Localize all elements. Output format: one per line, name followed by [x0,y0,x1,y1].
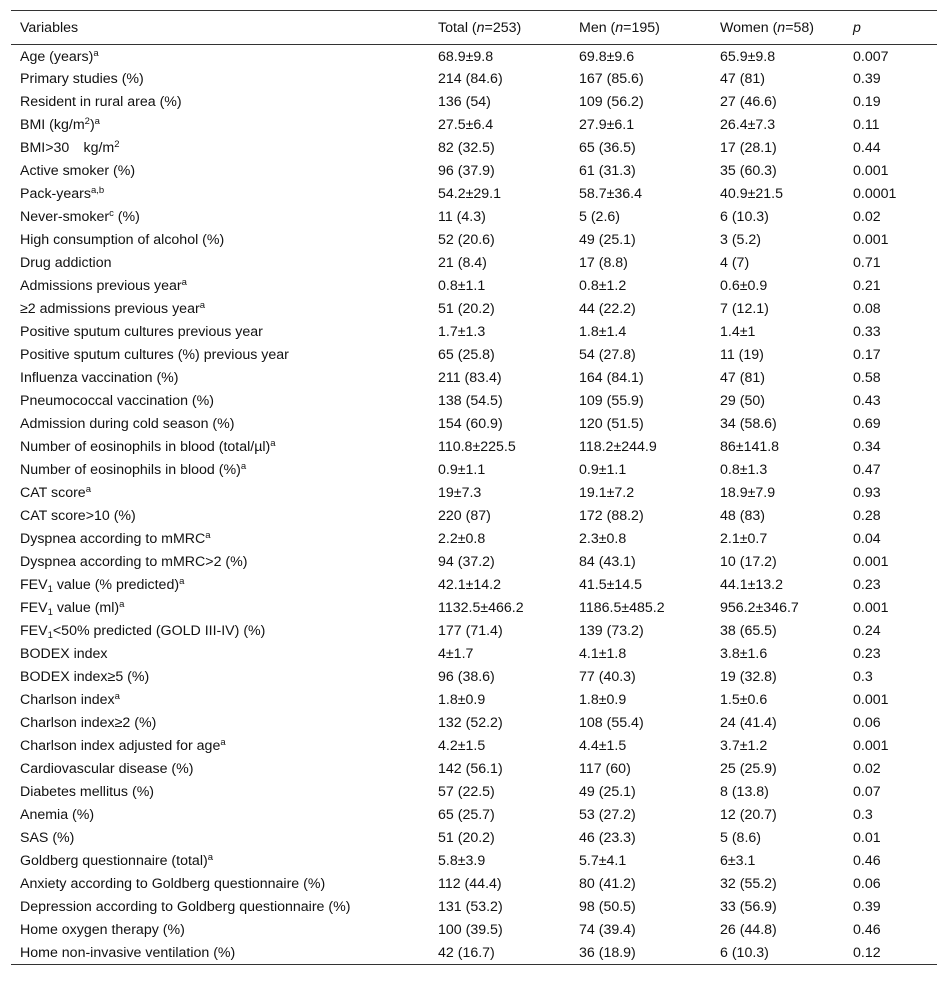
table-row [11,390,937,413]
total-value: 220 (87) [438,508,491,524]
variable-label: High consumption of alcohol (%) [20,232,225,248]
total-value: 96 (38.6) [438,669,495,685]
table-row [11,781,937,804]
women-value: 3 (5.2) [720,232,762,248]
p-value: 0.24 [853,623,881,639]
p-value: 0.01 [853,830,881,846]
total-value: 19±7.3 [438,485,482,501]
p-value: 0.47 [853,462,881,478]
p-value: 0.21 [853,278,881,294]
women-value: 47 (81) [720,71,765,87]
p-value: 0.04 [853,531,881,547]
variable-label: ≥2 admissions previous year$^a$ [20,300,205,317]
total-value: 1132.5±466.2 [438,600,524,616]
table-row [11,436,937,459]
p-value: 0.06 [853,715,881,731]
women-value: 17 (28.1) [720,140,777,156]
variable-label: Age (years)$^a$ [20,48,99,66]
men-value: 118.2±244.9 [579,439,657,455]
men-value: 54 (27.8) [579,347,636,363]
table-row [11,275,937,298]
variable-label: Drug addiction [20,255,112,271]
women-value: 86±141.8 [720,439,780,455]
variable-label: $FEV_1$ value (ml)$^a$ [20,599,125,618]
women-value: 19 (32.8) [720,669,777,685]
p-value: 0.71 [853,255,881,271]
men-value: 19.1±7.2 [579,485,635,501]
men-value: 172 (88.2) [579,508,644,524]
table-row [11,689,937,712]
women-value: 48 (83) [720,508,765,524]
men-value: 61 (31.3) [579,163,636,179]
women-value: 0.8±1.3 [720,462,768,478]
variable-label: Admissions previous year$^a$ [20,277,187,294]
women-value: 29 (50) [720,393,765,409]
men-value: 49 (25.1) [579,232,636,248]
women-value: 956.2±346.7 [720,600,799,616]
variable-label: Anemia (%) [20,807,95,823]
women-value: 7 (12.1) [720,301,769,317]
header-total: Total (n=253) [429,11,570,45]
p-value: 0.46 [853,853,881,869]
header-row [11,11,937,45]
women-value: 10 (17.2) [720,554,777,570]
variable-label: Never-smoker$^c$ (%) [20,208,140,225]
variable-label: Home non-invasive ventilation (%) [11,942,429,965]
total-value: 57 (22.5) [438,784,495,800]
table-row [11,68,937,91]
total-value: 42 (16.7) [429,942,570,965]
p-value: 0.02 [853,209,881,225]
variable-label: Admission during cold season (%) [20,416,235,432]
total-value: 94 (37.2) [438,554,495,570]
variable-label: $FEV_1$ value (% predicted)$^a$ [20,576,185,595]
women-value: 32 (55.2) [720,876,777,892]
women-value: 24 (41.4) [720,715,777,731]
p-value: 0.3 [853,807,873,823]
variable-label: BMI $(kg/m^2)^a$ [20,116,100,133]
table-row [11,183,937,206]
variable-label: Positive sputum cultures previous year [20,324,263,340]
table-row [11,735,937,758]
table-row [11,459,937,482]
variable-label: Dyspnea according to mMRC$^a$ [20,530,211,547]
p-value: 0.58 [853,370,881,386]
total-value: 110.8±225.5 [438,439,516,455]
table-row [11,505,937,528]
p-value: 0.12 [844,942,937,965]
men-value: 0.9±1.1 [579,462,627,478]
p-value: 0.001 [853,163,889,179]
men-value: 167 (85.6) [579,71,644,87]
men-value: 41.5±14.5 [579,577,643,593]
table-row [11,252,937,275]
p-value: 0.001 [853,738,889,754]
women-value: 4 (7) [720,255,750,271]
men-value: 4.1±1.8 [579,646,627,662]
total-value: 100 (39.5) [438,922,503,938]
p-value: 0.11 [853,117,880,133]
p-value: 0.69 [853,416,881,432]
variable-label: Charlson index$^a$ [20,691,120,708]
table-row [11,643,937,666]
p-value: 0.06 [853,876,881,892]
table-row [11,712,937,735]
p-value: 0.001 [853,554,889,570]
women-value: 0.6±0.9 [720,278,768,294]
total-value: 82 (32.5) [438,140,495,156]
women-value: 26.4±7.3 [720,117,776,133]
total-value: 136 (54) [438,94,491,110]
table-row [11,413,937,436]
variable-label: Positive sputum cultures (%) previous year [20,347,289,363]
table-row [11,321,937,344]
p-value: 0.33 [853,324,881,340]
men-value: 164 (84.1) [579,370,644,386]
table-row [11,873,937,896]
p-value: 0.001 [853,600,889,616]
total-value: 11 (4.3) [438,209,486,225]
variable-label: Charlson index≥2 (%) [20,715,157,731]
total-value: 177 (71.4) [438,623,503,639]
header-p-value: p [844,11,937,45]
variable-label: Number of eosinophils in blood (total/µl)$^a$ [20,438,276,455]
table-row [11,114,937,137]
variable-label: Influenza vaccination (%) [20,370,179,386]
men-value: 80 (41.2) [579,876,636,892]
table-row [11,620,937,643]
women-value: 27 (46.6) [720,94,777,110]
table-row [11,206,937,229]
p-value: 0.93 [853,485,881,501]
total-value: 132 (52.2) [438,715,503,731]
total-value: 131 (53.2) [438,899,503,915]
variable-label: Cardiovascular disease (%) [20,761,194,777]
men-value: 139 (73.2) [579,623,644,639]
men-value: 0.8±1.2 [579,278,627,294]
p-value: 0.34 [853,439,881,455]
p-value: 0.44 [853,140,881,156]
women-value: 65.9±9.8 [720,49,776,66]
women-value: 18.9±7.9 [720,485,776,501]
men-value: 108 (55.4) [579,715,644,731]
men-value: 4.4±1.5 [579,738,627,754]
women-value: 12 (20.7) [720,807,777,823]
variable-label: Pneumococcal vaccination (%) [20,393,214,409]
women-value: 6 (10.3) [711,942,844,965]
total-value: 211 (83.4) [438,370,502,386]
p-value: 0.07 [853,784,881,800]
variable-label: CAT score>10 (%) [20,508,136,524]
variable-label: Home oxygen therapy (%) [20,922,185,938]
variable-label: Number of eosinophils in blood (%)$^a$ [20,461,247,478]
table-container [11,10,937,965]
variable-label: Anxiety according to Goldberg questionnaire (%) [20,876,326,892]
men-value: 53 (27.2) [579,807,636,823]
women-value: 40.9±21.5 [720,186,784,202]
total-value: 0.9±1.1 [438,462,486,478]
women-value: 1.4±1 [720,324,756,340]
total-value: 112 (44.4) [438,876,502,892]
women-value: 3.8±1.6 [720,646,768,662]
variable-label: Goldberg questionnaire (total)$^a$ [20,852,213,869]
men-value: 17 (8.8) [579,255,628,271]
men-value: 77 (40.3) [579,669,636,685]
women-value: 33 (56.9) [720,899,777,915]
men-value: 74 (39.4) [579,922,636,938]
p-value: 0.39 [853,71,881,87]
table-row [11,666,937,689]
total-value: 154 (60.9) [438,416,503,432]
total-value: 51 (20.2) [438,830,495,846]
total-value: 2.2±0.8 [438,531,486,547]
total-value: 96 (37.9) [438,163,495,179]
table-row [11,528,937,551]
men-value: 44 (22.2) [579,301,636,317]
p-value: 0.23 [853,646,881,662]
p-value: 0.39 [853,899,881,915]
variable-label: BODEX index [20,646,108,662]
men-value: 109 (56.2) [579,94,644,110]
p-value: 0.19 [853,94,881,110]
men-value: 58.7±36.4 [579,186,643,202]
total-value: 4.2±1.5 [438,738,486,754]
women-value: 34 (58.6) [720,416,777,432]
women-value: 11 (19) [720,347,764,363]
total-value: 27.5±6.4 [438,117,494,133]
variable-label: CAT score$^a$ [20,484,91,501]
header-variables: Variables [11,11,429,45]
men-value: 120 (51.5) [579,416,644,432]
table-row [11,367,937,390]
men-value: 5.7±4.1 [579,853,627,869]
p-value: 0.46 [853,922,881,938]
total-value: 4±1.7 [438,646,474,662]
women-value: 47 (81) [720,370,765,386]
table-row [11,574,937,597]
men-value: 1.8±1.4 [579,324,627,340]
table-row [11,551,937,574]
total-value: 65 (25.8) [438,347,495,363]
table-row [11,896,937,919]
men-value: 109 (55.9) [579,393,644,409]
table-row [11,45,937,68]
variable-label: Depression according to Goldberg questionnaire (%) [20,899,351,915]
p-value: 0.28 [853,508,881,524]
variable-label: Resident in rural area (%) [20,94,182,110]
variable-label: Primary studies (%) [20,71,144,87]
variable-label: Diabetes mellitus (%) [20,784,155,800]
men-value: 36 (18.9) [570,942,711,965]
table-body [11,45,937,965]
table-row [11,942,937,965]
men-value: 1.8±0.9 [579,692,627,708]
women-value: 38 (65.5) [720,623,777,639]
table-row [11,298,937,321]
men-value: 5 (2.6) [579,209,621,225]
variable-label: Charlson index adjusted for age$^a$ [20,737,226,754]
women-value: 25 (25.9) [720,761,777,777]
variable-label: $FEV_1<50\%$ predicted (GOLD III-IV) (%) [20,623,266,641]
p-value: 0.3 [853,669,873,685]
header-men: Men (n=195) [570,11,711,45]
women-value: 26 (44.8) [720,922,777,938]
total-value: 51 (20.2) [438,301,495,317]
p-value: 0.23 [853,577,881,593]
men-value: 46 (23.3) [579,830,636,846]
variable-label: BMI>30 $kg/m^2$ [20,139,120,156]
table-row [11,804,937,827]
total-value: 1.8±0.9 [438,692,486,708]
table-row [11,850,937,873]
p-value: 0.0001 [853,186,897,202]
table-row [11,91,937,114]
p-value: 0.43 [853,393,881,409]
variable-label: BODEX index≥5 (%) [20,669,150,685]
total-value: 214 (84.6) [438,71,503,87]
total-value: 54.2±29.1 [438,186,502,202]
total-value: 65 (25.7) [438,807,495,823]
table-row [11,827,937,850]
p-value: 0.08 [853,301,881,317]
variable-label: Pack-years$^{a,b}$ [20,185,105,202]
table-row [11,758,937,781]
women-value: 1.5±0.6 [720,692,768,708]
women-value: 35 (60.3) [720,163,777,179]
variable-label: SAS (%) [20,830,75,846]
men-value: 98 (50.5) [579,899,636,915]
women-value: 6 (10.3) [720,209,769,225]
total-value: 1.7±1.3 [438,324,486,340]
table-row [11,137,937,160]
men-value: 84 (43.1) [579,554,636,570]
men-value: 65 (36.5) [579,140,636,156]
p-value: 0.007 [853,49,889,66]
variable-label: Active smoker (%) [20,163,136,179]
total-value: 42.1±14.2 [438,577,502,593]
table-row [11,344,937,367]
table-row [11,229,937,252]
p-value: 0.001 [853,232,889,248]
table-row [11,919,937,942]
total-value: 68.9±9.8 [438,49,494,66]
total-value: 21 (8.4) [438,255,487,271]
men-value: 27.9±6.1 [579,117,635,133]
table-row [11,160,937,183]
p-value: 0.02 [853,761,881,777]
men-value: 117 (60) [579,761,631,777]
women-value: 2.1±0.7 [720,531,768,547]
variable-label: Dyspnea according to mMRC>2 (%) [20,554,248,570]
p-value: 0.17 [853,347,881,363]
table-row [11,482,937,505]
header-women: Women (n=58) [711,11,844,45]
men-value: 69.8±9.6 [579,49,635,66]
total-value: 5.8±3.9 [438,853,486,869]
total-value: 0.8±1.1 [438,278,486,294]
men-value: 49 (25.1) [579,784,636,800]
table-header [11,11,937,45]
p-value: 0.001 [853,692,889,708]
total-value: 142 (56.1) [438,761,503,777]
women-value: 6±3.1 [720,853,756,869]
patient-characteristics-table [11,10,937,965]
men-value: 2.3±0.8 [579,531,627,547]
total-value: 138 (54.5) [438,393,503,409]
women-value: 3.7±1.2 [720,738,768,754]
women-value: 44.1±13.2 [720,577,784,593]
women-value: 5 (8.6) [720,830,762,846]
table-row [11,597,937,620]
men-value: 1186.5±485.2 [579,600,665,616]
women-value: 8 (13.8) [720,784,769,800]
total-value: 52 (20.6) [438,232,495,248]
